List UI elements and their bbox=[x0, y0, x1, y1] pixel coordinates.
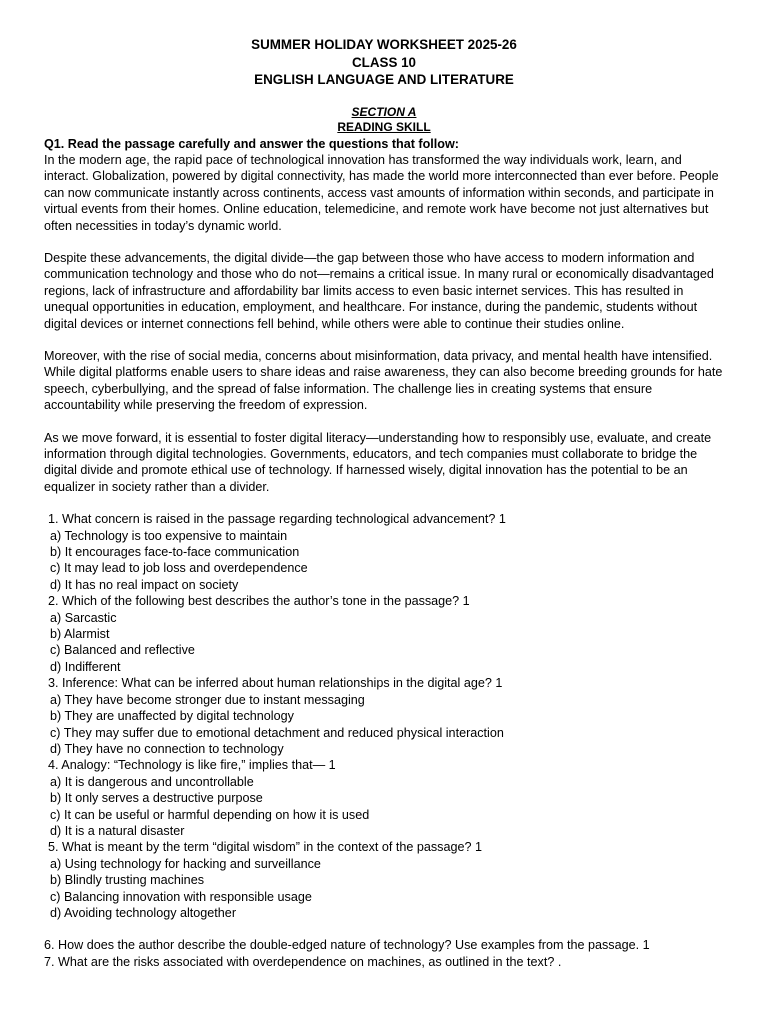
mcq-list bbox=[48, 511, 724, 921]
mcq-option: c) Balancing innovation with responsible usage bbox=[50, 889, 312, 904]
header-title: SUMMER HOLIDAY WORKSHEET 2025-26 bbox=[251, 37, 517, 52]
mcq-option: c) They may suffer due to emotional detachment and reduced physical interaction bbox=[50, 725, 504, 740]
mcq-question: 2. Which of the following best describes the author’s tone in the passage? 1 bbox=[48, 594, 470, 609]
mcq-option: b) It encourages face-to-face communication bbox=[50, 545, 300, 560]
mcq-option: d) It has no real impact on society bbox=[50, 577, 239, 592]
mcq-option: a) Using technology for hacking and surveillance bbox=[50, 856, 321, 871]
long-answer-questions bbox=[44, 937, 724, 970]
mcq-option: a) Technology is too expensive to maintain bbox=[50, 528, 288, 543]
section-heading bbox=[44, 105, 724, 135]
long-question: 6. How does the author describe the double-edged nature of technology? Use examples from the passage. 1 bbox=[44, 938, 650, 953]
mcq-option: d) Indifferent bbox=[50, 659, 121, 674]
mcq-item bbox=[48, 839, 724, 921]
mcq-item bbox=[48, 593, 724, 675]
passage-paragraph: As we move forward, it is essential to foster digital literacy—understanding how to responsibly use, evaluate, and create information through digital technologies. Governments, educators, and tech companies must collaborate to bridge the digital divide and promote ethical use of technology. If harnessed wisely, digital innovation has the potential to be an equalizer in society rather than a divider. bbox=[44, 430, 712, 494]
mcq-option: d) They have no connection to technology bbox=[50, 741, 284, 756]
mcq-option: b) Blindly trusting machines bbox=[50, 873, 204, 888]
mcq-item bbox=[48, 511, 724, 593]
mcq-option: b) It only serves a destructive purpose bbox=[50, 791, 263, 806]
worksheet-header bbox=[44, 36, 724, 89]
mcq-option: b) They are unaffected by digital technology bbox=[50, 709, 294, 724]
passage-paragraph: Moreover, with the rise of social media, concerns about misinformation, data privacy, and mental health have intensified. While digital platforms enable users to share ideas and raise awareness, they can also become breeding grounds for hate speech, cyberbullying, and the spread of false information. The challenge lies in creating systems that ensure accountability while preserving the freedom of expression. bbox=[44, 348, 723, 413]
mcq-option: d) Avoiding technology altogether bbox=[50, 905, 237, 920]
mcq-question: 3. Inference: What can be inferred about human relationships in the digital age? 1 bbox=[48, 676, 503, 691]
section-subtitle: READING SKILL bbox=[337, 119, 431, 134]
mcq-option: c) Balanced and reflective bbox=[50, 643, 195, 658]
mcq-question: 4. Analogy: “Technology is like fire,” implies that— 1 bbox=[48, 758, 336, 773]
mcq-option: b) Alarmist bbox=[50, 627, 110, 642]
mcq-question: 1. What concern is raised in the passage regarding technological advancement? 1 bbox=[48, 512, 506, 527]
mcq-option: c) It can be useful or harmful depending on how it is used bbox=[50, 807, 370, 822]
mcq-option: a) It is dangerous and uncontrollable bbox=[50, 774, 254, 789]
section-title: SECTION A bbox=[351, 104, 417, 119]
header-class: CLASS 10 bbox=[352, 54, 416, 70]
passage-paragraph: In the modern age, the rapid pace of technological innovation has transformed the way individuals work, learn, and interact. Globalization, powered by digital connectivity, has made the world more interconnected than ever before. People can now communicate instantly across continents, access vast amounts of information within seconds, and participate in virtual events from their homes. Online education, telemedicine, and remote work have become not just alternatives but often necessities in today’s dynamic world. bbox=[44, 152, 719, 233]
reading-passage bbox=[44, 152, 724, 495]
long-question: 7. What are the risks associated with overdependence on machines, as outlined in the text? . bbox=[44, 954, 562, 969]
mcq-option: d) It is a natural disaster bbox=[50, 823, 185, 838]
mcq-item bbox=[48, 675, 724, 757]
mcq-item bbox=[48, 757, 724, 839]
worksheet-page bbox=[44, 36, 724, 970]
mcq-option: a) Sarcastic bbox=[50, 610, 117, 625]
mcq-option: c) It may lead to job loss and overdependence bbox=[50, 561, 308, 576]
passage-paragraph: Despite these advancements, the digital divide—the gap between those who have access to modern information and communication technology and those who do not—remains a critical issue. In many rural or economically disadvantaged regions, lack of infrastructure and affordability bar limits access to even basic internet services. This has resulted in unequal opportunities in education, employment, and healthcare. For instance, during the pandemic, students without digital devices or internet connections fell behind, while others were able to continue their studies online. bbox=[44, 250, 714, 331]
q1-instruction: Q1. Read the passage carefully and answer the questions that follow: bbox=[44, 136, 459, 151]
mcq-question: 5. What is meant by the term “digital wisdom” in the context of the passage? 1 bbox=[48, 840, 482, 855]
mcq-option: a) They have become stronger due to instant messaging bbox=[50, 692, 365, 707]
header-subject: ENGLISH LANGUAGE AND LITERATURE bbox=[254, 72, 514, 87]
